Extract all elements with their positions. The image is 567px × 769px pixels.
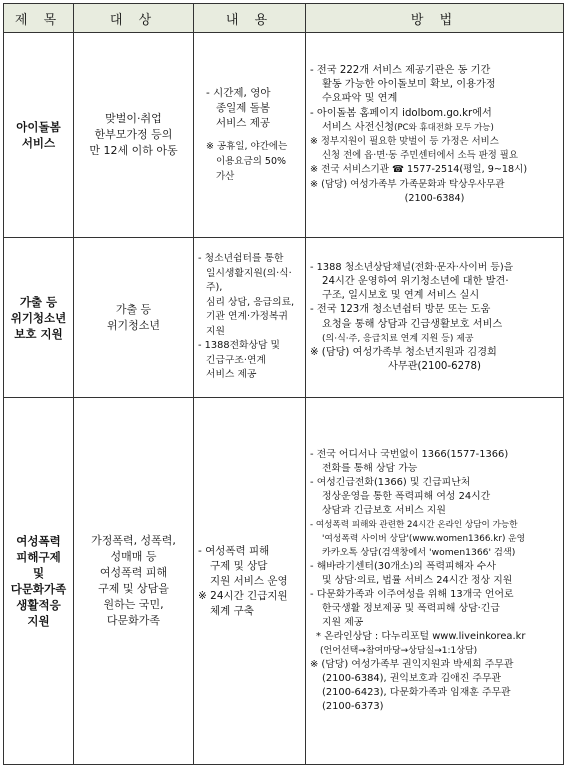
method-line: 상담과 긴급보호 서비스 지원 [322,505,446,516]
content-line: - 시간제, 영아 [206,87,271,99]
content-line: - 1388전화상담 및 [198,340,281,352]
content-line: 종일제 돌봄 [216,102,271,114]
method-line: 한국생활 정보제공 및 폭력피해 상담·긴급 [322,603,500,614]
header-title: 제 목 [4,4,74,33]
method-line: 구조, 일시보호 및 연계 서비스 실시 [322,290,480,302]
method-line: - 여성긴급전화(1366) 및 긴급피난처 [310,477,471,488]
content-line: 일시생활지원(의·식·주), [206,267,292,294]
content-line: 서비스 제공 [216,117,271,129]
content-note: ※ 공휴일, 야간에는 [206,141,288,152]
content-line: 구제 및 상담 [210,559,268,572]
method-line [310,121,559,135]
method-line: 전화를 통해 상담 가능 [322,463,418,474]
row-title-line: 다문화가족 [10,582,67,596]
method-line: - 여성폭력 피해와 관련한 24시간 온라인 상담이 가능한 [310,520,518,530]
row-target-cell [74,398,194,765]
content-note: 이용요금의 50% [216,156,287,167]
content-line: - 여성폭력 피해 [198,544,270,557]
row-target-line: 다문화가족 [106,614,161,627]
method-line: 요청을 통해 상담과 긴급생활보호 서비스 [322,318,503,330]
method-line: (2100-6384) [404,192,465,204]
method-line: - 전국 어디서나 국번없이 1366(1577-1366) [310,449,509,460]
method-small-note: (PC와 휴대전화 모두 가능) [394,122,494,133]
row-target-line: 가정폭력, 성폭력, [91,534,176,547]
content-line: - 청소년쉼터를 통한 [198,253,284,265]
content-line: 지원 서비스 운영 [210,574,288,587]
method-line: (의·식·주, 응급치료 연계 지원 등) 제공 [322,333,474,344]
method-line: - 다문화가족과 이주여성을 위해 13개국 언어로 [310,589,514,600]
header-target: 대 상 [74,4,194,33]
table-row [4,238,564,398]
row-title-line: 및 [32,566,45,580]
method-line: 정상운영을 통한 폭력피해 여성 24시간 [322,491,491,502]
method-line: 사무관(2100-6278) [387,361,481,373]
method-line: - 1388 청소년상담채널(전화·문자·사이버 등)을 [310,261,514,273]
row-target-line: 만 12세 이하 아동 [89,144,178,157]
row-title-line: 생활적응 [16,598,61,612]
content-note: 체계 구축 [210,604,254,617]
method-line: ※ 정부지원이 필요한 맞벌이 등 가정은 서비스 [310,136,499,147]
method-line: - 해바라기센터(30개소)의 폭력피해자 수사 [310,561,496,572]
row-method-cell [306,238,564,398]
method-line: - 아이돌봄 홈페이지 idolbom.go.kr에서 [310,107,492,119]
row-target-cell [74,238,194,398]
method-line: 수요파악 및 연계 [322,93,398,105]
row-title-line: 위기청소년 [10,310,67,325]
row-title-cell [4,398,74,765]
method-line: (2100-6373) [322,701,384,712]
row-target-line: 가출 등 [115,302,152,316]
row-target-cell [74,33,194,238]
header-method: 방 법 [306,4,564,33]
method-line: '여성폭력 사이버 상담'(www.women1366.kr) 운영 [322,534,526,544]
method-line: 카카오톡 상담(검색창에서 'women1366' 검색) [322,547,516,558]
row-title-line: 지원 [27,614,50,628]
content-line: 서비스 제공 [206,369,257,381]
method-line: (2100-6384), 권익보호과 김애진 주무관 [322,673,502,684]
table-header-row [4,4,564,33]
method-line: - 전국 123개 청소년쉼터 방문 또는 도움 [310,304,491,316]
table-row [4,33,564,238]
row-content-cell [194,238,306,398]
row-target-line: 맞벌이·취업 [105,112,162,125]
content-note: ※ 24시간 긴급지원 [198,589,288,602]
row-target-line: 위기청소년 [106,318,161,332]
method-line: ※ (담당) 여성가족부 청소년지원과 김경희 [310,346,497,358]
method-line: 신청 전에 읍·면·동 주민센터에서 소득 판정 필요 [322,150,518,162]
row-title-line: 가출 등 [19,294,58,309]
row-title-line: 피해구제 [16,550,61,564]
content-line: 지원 [206,325,225,337]
row-target-line: 원하는 국민, [103,598,164,611]
method-text: 서비스 사전신청 [322,121,395,133]
content-line: 심리 상담, 응급의료, [206,296,295,308]
method-line: * 온라인상담 : 다누리포털 www.liveinkorea.kr [316,631,526,642]
row-title-line: 서비스 [21,136,56,150]
row-target-line: 한부모가정 등의 [94,128,173,141]
method-line: 지원 제공 [322,617,364,628]
method-line: 활동 가능한 아이돌보미 확보, 이용가정 [322,79,496,91]
row-method-cell [306,398,564,765]
method-line: - 전국 222개 서비스 제공기관은 동 기간 [310,64,491,76]
method-line: (2100-6423), 다문화가족과 임재훈 주무관 [322,687,511,698]
row-title-line: 여성폭력 [16,534,61,548]
content-line: 기관 연계·가정복귀 [206,311,288,323]
method-line: 및 상담·의료, 법률 서비스 24시간 정상 지원 [322,575,513,586]
method-line: (언어선택→참여마당→상담실→1:1상담) [320,646,478,656]
method-line: ※ (담당) 여성가족부 가족문화과 탁상우사무관 [310,178,505,190]
row-content-cell [194,398,306,765]
row-title-line: 아이돌봄 [16,120,61,134]
row-target-line: 여성폭력 피해 [99,566,168,579]
content-line: 긴급구조·연계 [206,354,266,366]
row-title-cell [4,238,74,398]
table-row [4,398,564,765]
method-line: 24시간 운영하여 위기청소년에 대한 발견· [322,275,509,287]
document-table-wrapper [3,3,563,765]
service-table [3,3,564,765]
method-line: ※ (담당) 여성가족부 권익지원과 박세희 주무관 [310,659,514,670]
row-target-line: 구제 및 상담을 [98,582,169,595]
row-title-line: 보호 지원 [14,326,63,341]
method-line: ※ 전국 서비스기관 ☎ 1577-2514(평일, 9~18시) [310,164,528,176]
row-title-cell [4,33,74,238]
row-content-cell [194,33,306,238]
header-content: 내 용 [194,4,306,33]
row-method-cell [306,33,564,238]
content-note: 가산 [216,171,235,182]
row-target-line: 성매매 등 [110,550,157,563]
